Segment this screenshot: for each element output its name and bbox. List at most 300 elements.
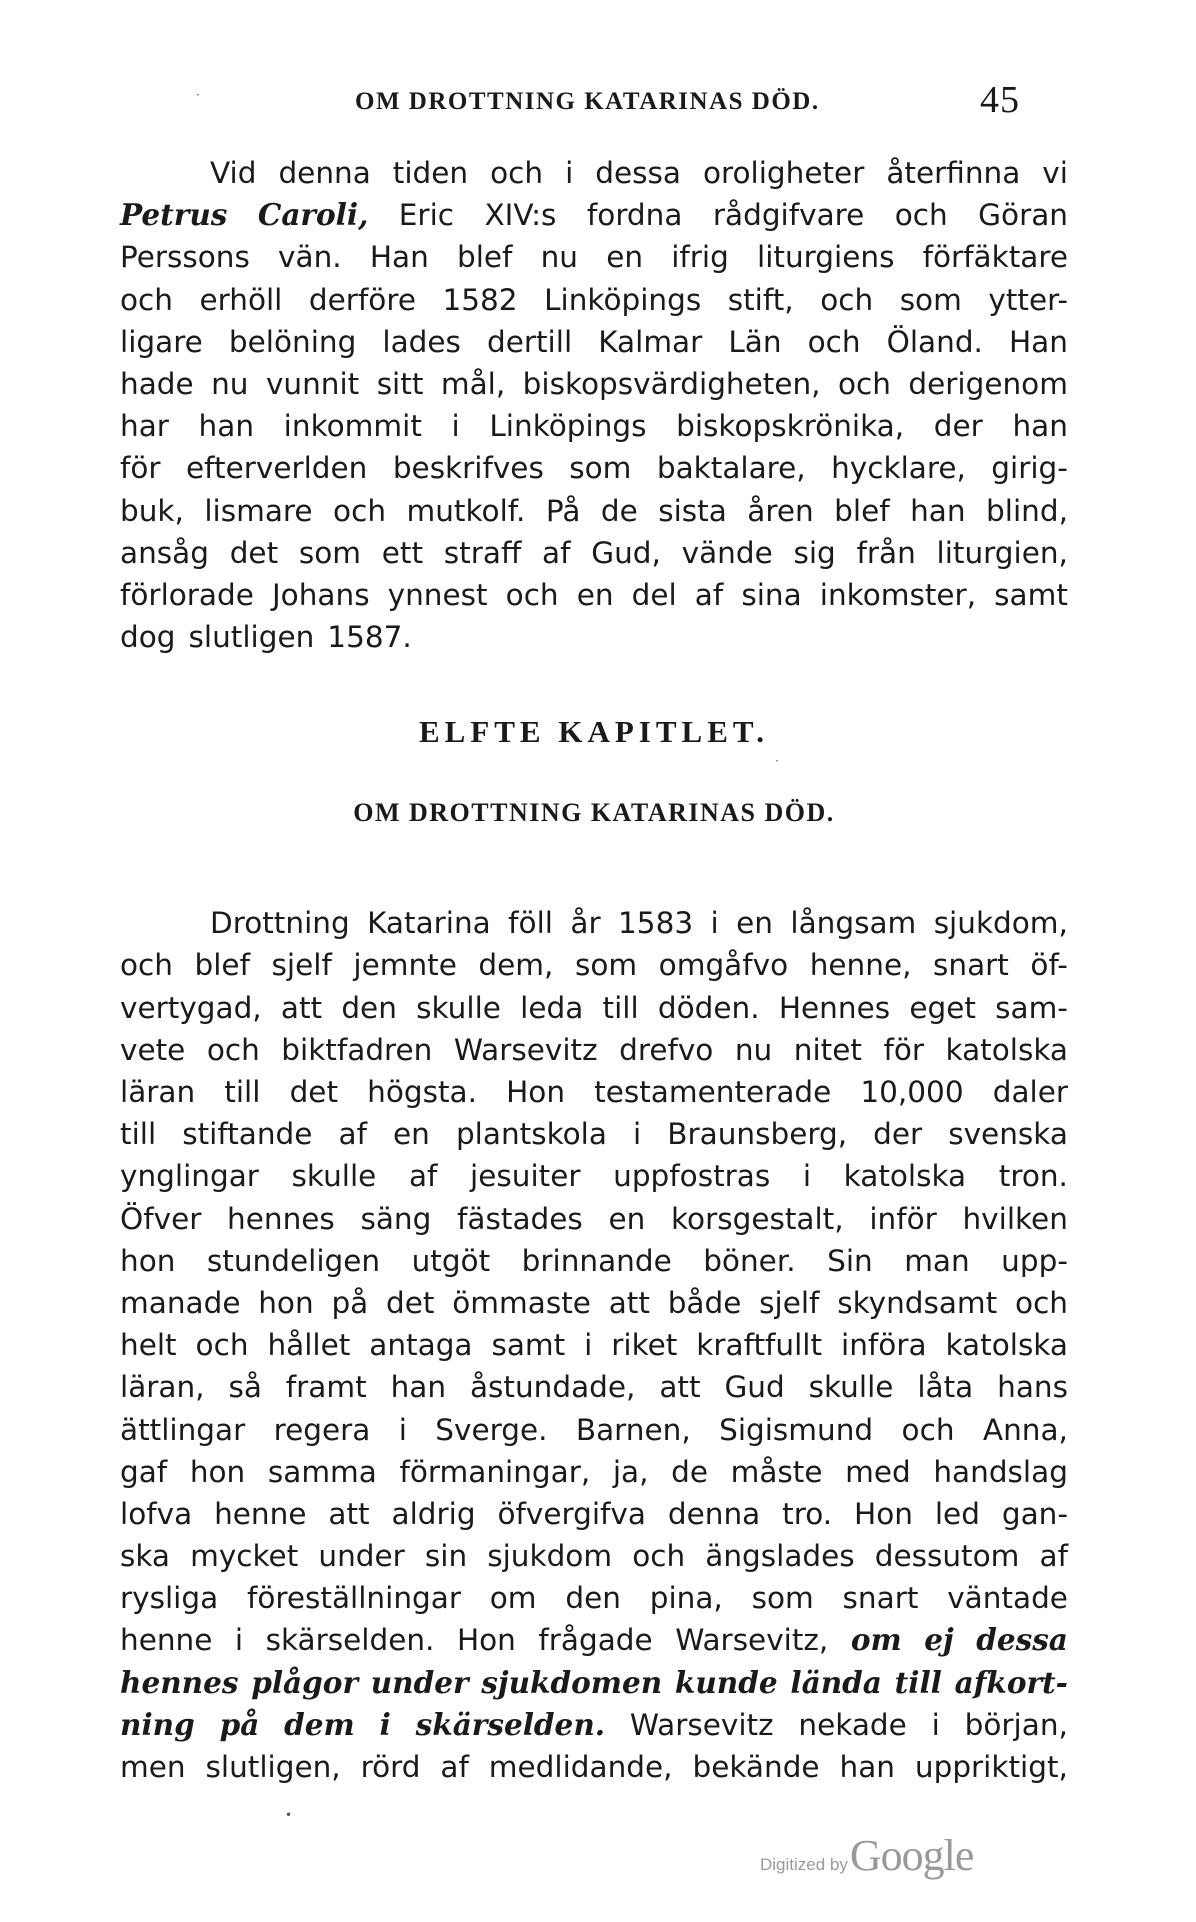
word: Sverge. [435, 1412, 548, 1447]
word: korsgestalt, [671, 1201, 844, 1236]
word: lofva [120, 1496, 193, 1531]
word: baktalare, [656, 451, 806, 486]
word: kraftfullt [696, 1328, 823, 1363]
word: inkomster, [819, 577, 977, 612]
word: fordna [586, 198, 683, 233]
word: vän. [278, 240, 342, 275]
word: mutkolf. [406, 493, 526, 528]
word: af [408, 1159, 438, 1194]
word: helt [120, 1328, 177, 1363]
ink-speck: · [196, 88, 200, 102]
word: plantskola [455, 1117, 607, 1152]
word: framt [285, 1370, 367, 1405]
text-line [120, 1409, 1068, 1451]
word: säng [360, 1201, 432, 1236]
word: stiftande [182, 1117, 313, 1152]
word: långsam [790, 906, 917, 941]
word: förlorade [120, 577, 254, 612]
word: till [602, 990, 639, 1025]
word: omgåfvo [658, 948, 789, 983]
text-line [120, 236, 1068, 278]
word: Hennes [778, 990, 891, 1025]
word: handslag [933, 1454, 1068, 1489]
word: snart [842, 1581, 919, 1616]
word: han [910, 493, 966, 528]
word: den [341, 990, 397, 1025]
word: belöning [228, 324, 357, 359]
word: väntade [947, 1581, 1068, 1616]
word: den [565, 1581, 621, 1616]
word: dem [284, 1706, 355, 1742]
word: bekände [692, 1750, 820, 1784]
ink-speck: · [775, 754, 779, 769]
word: blef [456, 240, 513, 275]
word: ytter- [988, 282, 1068, 317]
word: hon [189, 1454, 246, 1489]
word: de [600, 493, 638, 528]
word: i [234, 1623, 244, 1658]
word: och [490, 156, 544, 190]
word: att [280, 990, 323, 1025]
word: Barnen, [575, 1412, 691, 1447]
text-line [120, 194, 1068, 236]
word: stundeligen [206, 1243, 381, 1278]
word: en [608, 1201, 646, 1236]
word: XIV:s [484, 198, 557, 233]
word: biskopskrönika, [676, 409, 905, 444]
word: jemnte [353, 948, 457, 983]
word: nekade [798, 1707, 907, 1742]
word: ifrig [671, 240, 729, 275]
word: låta [917, 1370, 974, 1405]
word: hon [120, 1243, 176, 1278]
word: girig- [991, 451, 1068, 486]
word: Johans [271, 577, 370, 612]
word: frågade [538, 1623, 653, 1658]
word: hållet [267, 1328, 351, 1363]
word: sjelf [271, 948, 332, 983]
word: om [850, 1622, 902, 1658]
word: och [1015, 1285, 1068, 1320]
word: samma [267, 1454, 377, 1489]
word: katolska [945, 1032, 1068, 1067]
word: öfvergifva [497, 1496, 646, 1531]
word: dem, [478, 948, 554, 983]
word: af [1039, 1539, 1068, 1574]
word: en [393, 1117, 430, 1152]
word: åren [747, 493, 814, 528]
word: ett [381, 535, 424, 570]
word: blef [834, 493, 890, 528]
word: till [894, 1664, 942, 1700]
paragraph-1 [120, 152, 1068, 658]
word: år [570, 906, 601, 941]
word: sjukdomen [481, 1664, 663, 1700]
word: Eric [398, 198, 454, 233]
word: de [671, 1454, 708, 1489]
word: nu [540, 240, 579, 275]
word: led [934, 1496, 980, 1531]
word: denna [278, 156, 371, 190]
text-line [120, 1704, 1068, 1746]
word: medlidande, [488, 1750, 673, 1784]
word: Kalmar [598, 324, 703, 359]
word: vände [681, 535, 773, 570]
word: hvilken [962, 1201, 1068, 1236]
text-line [120, 1071, 1068, 1113]
word: mål, [440, 366, 506, 401]
word: en [576, 577, 614, 612]
word: straff [443, 535, 522, 570]
text-line [120, 321, 1068, 363]
word: Drottning [210, 906, 350, 941]
text-line [120, 279, 1068, 321]
chapter-title: ELFTE KAPITLET. [418, 714, 770, 750]
chapter-heading [120, 658, 1068, 902]
word: liturgien, [936, 535, 1068, 570]
word: för [120, 451, 161, 486]
word: han [839, 1750, 895, 1784]
word: Hon [854, 1496, 913, 1531]
word: samt [491, 1328, 566, 1363]
running-head [120, 79, 1020, 124]
text-line [120, 944, 1068, 986]
text-line [120, 1493, 1068, 1535]
word: i [584, 1328, 593, 1363]
word: beskrifves [392, 451, 544, 486]
word: Göran [978, 198, 1068, 233]
word: lända [790, 1664, 882, 1700]
word: sina [741, 577, 802, 612]
word: stift, [727, 282, 794, 317]
word: biktfadren [281, 1032, 433, 1067]
word: testamenterade [594, 1075, 832, 1109]
text-line [120, 405, 1068, 447]
text-line [120, 1324, 1068, 1366]
word: gan- [1001, 1496, 1068, 1531]
page-number: 45 [980, 79, 1020, 121]
word: utgöt [411, 1243, 491, 1278]
word: erhöll [199, 282, 283, 317]
text-line [120, 363, 1068, 405]
word: åstundade, [469, 1370, 636, 1405]
word: han [198, 409, 255, 444]
word: slutligen, [205, 1750, 341, 1784]
word: dessutom [874, 1539, 1020, 1574]
word: katolska [945, 1328, 1068, 1363]
word: ska [120, 1539, 171, 1574]
word: med [845, 1454, 911, 1489]
word: samt [994, 577, 1068, 612]
word: riket [611, 1328, 678, 1363]
word: Caroli, [257, 197, 369, 233]
word: dertill [486, 324, 573, 359]
word: ynnest [387, 577, 488, 612]
word: läran [120, 1075, 196, 1109]
word: det [229, 535, 279, 570]
word: sitt [376, 366, 424, 401]
text-line [120, 1662, 1068, 1704]
word: blind, [986, 493, 1068, 528]
watermark-brand-logo: Google [849, 1831, 974, 1880]
word: Öfver [120, 1201, 202, 1236]
word: ättlingar [120, 1412, 246, 1447]
word: 1582 [442, 282, 518, 317]
word: brinnande [521, 1243, 672, 1278]
word: derföre [308, 282, 416, 317]
word: Han [1009, 324, 1068, 359]
word: ning [120, 1706, 195, 1742]
word: i [379, 1706, 391, 1742]
word: 10,000 [860, 1075, 964, 1109]
word: ynglingar [120, 1159, 259, 1194]
word: Warsevitz, [675, 1623, 829, 1658]
word: gaf [120, 1454, 168, 1489]
word: ansåg [120, 535, 209, 570]
word: både [667, 1285, 742, 1320]
text-line [120, 447, 1068, 489]
word: skärselden. [415, 1706, 606, 1742]
word: i [565, 156, 574, 190]
word: läran, [120, 1370, 205, 1405]
word: i [633, 1117, 642, 1152]
word: införa [841, 1328, 927, 1363]
word: derigenom [908, 366, 1068, 401]
word: och [206, 1032, 260, 1067]
word: han [1012, 409, 1068, 444]
text-line [120, 1198, 1068, 1240]
word: dessa [976, 1622, 1068, 1658]
word: sam- [995, 990, 1068, 1025]
word: dessa [595, 156, 681, 190]
word: Gud, [591, 535, 661, 570]
word: och [120, 948, 173, 983]
word: henne, [809, 948, 912, 983]
word: det [289, 1075, 339, 1109]
word: afkort- [954, 1664, 1068, 1700]
text-line [120, 1577, 1068, 1619]
paragraph-2 [120, 902, 1068, 1788]
word: ängslades [705, 1539, 855, 1574]
word: kunde [674, 1664, 778, 1700]
text-line [120, 1282, 1068, 1324]
word: att [328, 1496, 370, 1531]
word: Gud [724, 1370, 785, 1405]
word: Petrus [120, 197, 228, 233]
word: och [901, 1412, 955, 1447]
word: hycklare, [831, 451, 966, 486]
word: förfäktare [922, 240, 1068, 275]
word: att [659, 1370, 701, 1405]
word: i [398, 1412, 407, 1447]
word: till [120, 1117, 157, 1152]
word: i [451, 409, 460, 444]
word: eget [909, 990, 976, 1025]
word: Katarina [367, 906, 491, 941]
word: så [228, 1370, 262, 1405]
word: hans [997, 1370, 1068, 1405]
word: rörd [360, 1750, 421, 1784]
word: Perssons [120, 240, 250, 275]
word: döden. [657, 990, 760, 1025]
word: öf- [1030, 948, 1068, 983]
word: förmaningar, [399, 1454, 591, 1489]
word: om [489, 1581, 537, 1616]
text-line [120, 1155, 1068, 1197]
word: manade [120, 1285, 241, 1320]
word: att [608, 1285, 650, 1320]
word: från [856, 535, 916, 570]
text-line [120, 616, 1068, 658]
word: föreställningar [246, 1581, 461, 1616]
word: ligare [120, 324, 203, 359]
word: som [298, 535, 362, 570]
word: skulle [416, 990, 501, 1025]
word: sjelf [759, 1285, 820, 1320]
word: der [933, 409, 983, 444]
word: skyndsamt [837, 1285, 998, 1320]
word: vunnit [265, 366, 360, 401]
word: regera [273, 1412, 371, 1447]
word: inkommit [283, 409, 422, 444]
word: och [894, 198, 948, 233]
word: nitet [793, 1032, 862, 1067]
word: men [120, 1750, 186, 1784]
text-line [120, 490, 1068, 532]
word: sin [424, 1539, 468, 1574]
text-line [120, 1451, 1068, 1493]
word: daler [992, 1075, 1068, 1109]
text-line [120, 987, 1068, 1029]
word: svenska [948, 1117, 1068, 1152]
word: plågor [251, 1664, 359, 1700]
word: som [751, 1581, 814, 1616]
word: 1587. [327, 620, 412, 655]
word: han [390, 1370, 447, 1405]
word: aldrig [391, 1496, 476, 1531]
word: hennes [227, 1201, 335, 1236]
word: sjukdom, [933, 906, 1068, 941]
word: blef [194, 948, 250, 983]
word: och [333, 493, 387, 528]
word: på [331, 1285, 369, 1320]
word: pina, [649, 1581, 723, 1616]
word: och [838, 366, 891, 401]
digitized-watermark [760, 1830, 1060, 1890]
word: och [632, 1539, 686, 1574]
word: nu [211, 366, 249, 401]
text-line [120, 1619, 1068, 1661]
word: vi [1042, 156, 1068, 190]
word: snart [933, 948, 1009, 983]
word: fästades [457, 1201, 583, 1236]
word: inför [869, 1201, 937, 1236]
word: skulle [808, 1370, 894, 1405]
word: Sigismund [719, 1412, 874, 1447]
word: katolska [843, 1159, 967, 1194]
word: antaga [369, 1328, 473, 1363]
word: man [904, 1243, 970, 1278]
word: ej [924, 1622, 954, 1658]
word: sjukdom [487, 1539, 613, 1574]
word: hon [258, 1285, 314, 1320]
text-line [120, 1535, 1068, 1577]
word: som [574, 948, 638, 983]
word: ja, [612, 1454, 649, 1489]
text-line [120, 1029, 1068, 1071]
word: ömmaste [452, 1285, 591, 1320]
word: vertygad, [120, 990, 262, 1025]
running-title: OM DROTTNING KATARINAS DÖD. [355, 88, 820, 115]
word: Sin [827, 1243, 873, 1278]
word: uppfostras [613, 1159, 771, 1194]
word: Öland. [886, 324, 983, 359]
word: dog [120, 620, 176, 655]
page-body [120, 152, 1068, 1788]
word: jesuiter [470, 1159, 581, 1194]
text-line [120, 532, 1068, 574]
text-line [120, 152, 1068, 194]
word: skulle [291, 1159, 377, 1194]
text-line [120, 1366, 1068, 1408]
word: under [370, 1664, 469, 1700]
word: af [542, 535, 571, 570]
word: och [505, 577, 559, 612]
word: hade [120, 366, 194, 401]
word: Län [728, 324, 782, 359]
text-line [120, 574, 1068, 616]
word: På [545, 493, 581, 528]
word: upp- [1001, 1243, 1068, 1278]
word: sig [793, 535, 836, 570]
word: för [883, 1032, 925, 1067]
word: drefvo [619, 1032, 714, 1067]
word: rådgifvare [712, 198, 865, 233]
word: lades [382, 324, 461, 359]
text-line [120, 1113, 1068, 1155]
word: Linköpings [544, 282, 702, 317]
word: Han [369, 240, 429, 275]
word: henne [214, 1496, 307, 1531]
word: Anna, [982, 1412, 1068, 1447]
word: buk, [120, 493, 184, 528]
word: under [318, 1539, 405, 1574]
word: af [694, 577, 724, 612]
word: denna [667, 1496, 761, 1531]
word: böner. [703, 1243, 796, 1278]
word: tro. [782, 1496, 833, 1531]
word: till [224, 1075, 261, 1109]
word: och [195, 1328, 249, 1363]
word: har [120, 409, 169, 444]
word: del [631, 577, 677, 612]
word: och [820, 282, 874, 317]
word: återfinna [886, 156, 1021, 190]
word: Vid [210, 156, 257, 190]
word: i [802, 1159, 812, 1194]
word: Hon [506, 1075, 566, 1109]
chapter-subtitle: OM DROTTNING KATARINAS DÖD. [353, 798, 835, 828]
word: Braunsberg, [667, 1117, 848, 1152]
word: henne [120, 1623, 213, 1658]
text-line [120, 902, 1068, 944]
word: måste [730, 1454, 823, 1489]
word: på [219, 1706, 260, 1742]
word: Warsevitz [629, 1707, 774, 1742]
word: skärselden. [265, 1623, 435, 1658]
word: föll [508, 906, 553, 941]
word: leda [520, 990, 584, 1025]
